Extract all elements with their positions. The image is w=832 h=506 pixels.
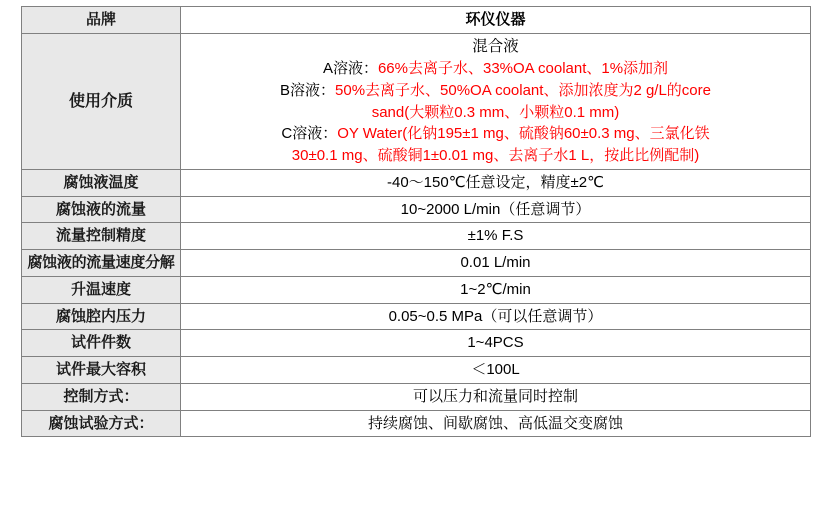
- table-row: [22, 383, 811, 410]
- row-value-control-mode: 可以压力和流量同时控制: [181, 383, 811, 410]
- row-label-specimen-volume: 试件最大容积: [22, 357, 181, 384]
- media-line-b-cont-text: sand(大颗粒0.3 mm、小颗粒0.1 mm): [371, 103, 620, 121]
- table-row: [22, 330, 811, 357]
- media-line-c: [185, 123, 806, 145]
- specification-table: [21, 6, 811, 437]
- table-row: [22, 196, 811, 223]
- row-label-test-mode: 腐蚀试验方式：: [22, 410, 181, 437]
- table-row: [22, 223, 811, 250]
- row-value-media: [181, 33, 811, 169]
- row-label-heating-rate: 升温速度: [22, 276, 181, 303]
- media-line-c-prefix: C溶液：: [281, 125, 338, 143]
- media-line-b-prefix: B溶液：: [280, 81, 336, 99]
- media-line-c-text: OY Water(化钠195±1 mg、硫酸钠60±0.3 mg、三氯化铁: [337, 125, 710, 143]
- row-value-liquid-flow: 10~2000 L/min（任意调节）: [181, 196, 811, 223]
- table-row: [22, 303, 811, 330]
- row-label-liquid-temperature: 腐蚀液温度: [22, 169, 181, 196]
- table-row: [22, 7, 811, 34]
- row-value-specimen-count: 1~4PCS: [181, 330, 811, 357]
- row-value-heating-rate: 1~2℃/min: [181, 276, 811, 303]
- media-title: 混合液: [472, 37, 519, 55]
- media-line-a-prefix: A溶液：: [322, 60, 378, 78]
- table-row: [22, 357, 811, 384]
- row-label-control-mode: 控制方式：: [22, 383, 181, 410]
- row-label-liquid-flow: 腐蚀液的流量: [22, 196, 181, 223]
- table-body: [22, 7, 811, 437]
- table-row: [22, 169, 811, 196]
- media-line-a-text: 66%去离子水、33%OA coolant、1%添加剂: [377, 60, 669, 78]
- row-value-chamber-pressure: 0.05~0.5 MPa（可以任意调节）: [181, 303, 811, 330]
- row-label-media: 使用介质: [22, 33, 181, 169]
- media-line-c-cont: [185, 145, 806, 167]
- row-value-brand: 环仪仪器: [181, 7, 811, 34]
- row-value-test-mode: 持续腐蚀、间歇腐蚀、高低温交变腐蚀: [181, 410, 811, 437]
- row-label-flow-resolution: 腐蚀液的流量速度分解: [22, 250, 181, 277]
- table-row: [22, 410, 811, 437]
- media-line-b: [185, 80, 806, 102]
- media-line-c-cont-text: 30±0.1 mg、硫酸铜1±0.01 mg、去离子水1 L，按此比例配制): [291, 147, 700, 165]
- row-value-flow-accuracy: ±1% F.S: [181, 223, 811, 250]
- table-row: [22, 33, 811, 169]
- row-value-specimen-volume: ＜100L: [181, 357, 811, 384]
- media-line-b-cont: [185, 102, 806, 124]
- media-line-b-text: 50%去离子水、50%OA coolant、添加浓度为2 g/L的core: [335, 81, 711, 99]
- row-label-chamber-pressure: 腐蚀腔内压力: [22, 303, 181, 330]
- row-label-specimen-count: 试件件数: [22, 330, 181, 357]
- table-row: [22, 276, 811, 303]
- row-value-liquid-temperature: -40～150℃任意设定，精度±2℃: [181, 169, 811, 196]
- row-value-flow-resolution: 0.01 L/min: [181, 250, 811, 277]
- row-label-brand: 品牌: [22, 7, 181, 34]
- table-row: [22, 250, 811, 277]
- media-line-a: [185, 58, 806, 80]
- row-label-flow-accuracy: 流量控制精度: [22, 223, 181, 250]
